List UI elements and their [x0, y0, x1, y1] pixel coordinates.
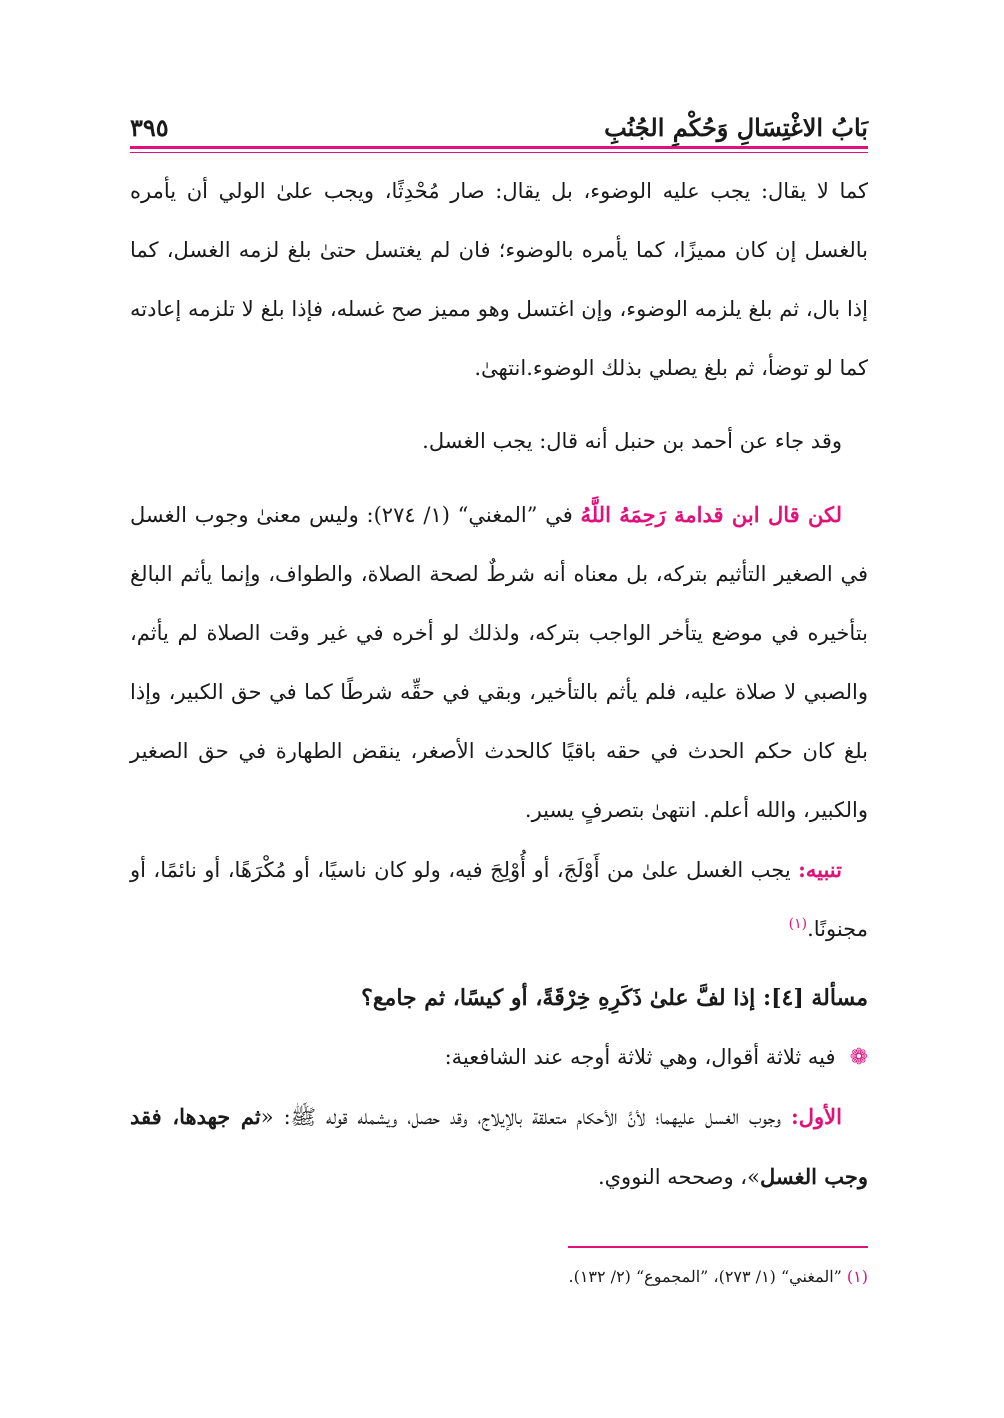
first-opinion-label: الأول:	[791, 1104, 842, 1129]
hadith-quote: ثم جهدها، فقد وجب الغسل	[130, 1104, 868, 1189]
paragraph-3-text: في ”المغني“ (١/ ٢٧٤): وليس معنىٰ وجوب الغسل في الصغير التأثيم بتركه، بل معناه أنه شرطٌ لصحة الصلاة، والطواف، وإنما يأثم البالغ بتأخيره في موضع يتأخر الواجب بتركه، ولذلك لو أخره في غير وقت الصلاة لم يأثم، والصبي لا صلاة عليه، فلم يأثم بالتأخير، وبقي في حقِّه شرطًا كما في حق الكبير، وإذا بلغ كان حكم الحدث في حقه باقيًا كالحدث الأصغر، ينقض الطهارة في حق الصغير والكبير، والله أعلم. انتهىٰ بتصرفٍ يسير.	[130, 503, 868, 822]
paragraph-1: كما لا يقال: يجب عليه الوضوء، بل يقال: صار مُحْدِثًا، ويجب علىٰ الولي أن يأمره بالغسل إن كان مميزًا، كما يأمره بالوضوء؛ فان لم يغتسل حتىٰ بلغ لزمه الغسل، كما إذا بال، ثم بلغ يلزمه الوضوء، وإن اغتسل وهو مميز صح غسله، فإذا بلغ لا تلزمه إعادته كما لو توضأ، ثم بلغ يصلي بذلك الوضوء.انتهىٰ.	[130, 179, 868, 380]
masala-heading: مسألة [٤]: إذا لفَّ علىٰ ذَكَرِهِ خِرْقَةً، أو كيسًا، ثم جامع؟	[361, 985, 868, 1011]
footnote	[130, 1262, 868, 1292]
paragraph-5	[130, 1028, 868, 1087]
footnote-number: (١)	[846, 1267, 868, 1286]
highlight-lead: لكن قال ابن قدامة رَحِمَهُ اللَّهُ	[580, 502, 842, 527]
paragraph-4-text: يجب الغسل علىٰ من أَوْلَجَ، أو أُوْلِجَ فيه، ولو كان ناسيًا، أو مُكْرَهًا، أو نائمًا، أو مجنونًا.	[130, 858, 868, 941]
page-number: ٣٩٥	[130, 113, 169, 142]
footnote-ref[interactable]: (١)	[788, 916, 808, 932]
paragraph-2: وقد جاء عن أحمد بن حنبل أنه قال: يجب الغسل.	[422, 429, 842, 453]
footnote-rule	[568, 1246, 868, 1248]
header-rule-thin	[130, 152, 868, 153]
page-header	[130, 102, 868, 142]
chapter-title: بَابُ الاغْتِسَالِ وَحُكْمِ الجُنُبِ	[604, 113, 868, 142]
paragraph-3	[130, 485, 868, 840]
paragraph-5-text: فيه ثلاثة أقوال، وهي ثلاثة أوجه عند الشافعية:	[444, 1045, 836, 1069]
tanbih-label: تنبيه:	[798, 857, 842, 882]
paragraph-6	[130, 1087, 868, 1207]
paragraph-6-text: وجوب الغسل عليهما؛ لأنَّ الأحكام متعلقة بالإيلاج، وقد حصل، ويشمله قوله ﷺ: «	[260, 1105, 792, 1129]
header-rule	[130, 146, 868, 149]
flower-ornament-icon: ❁	[849, 1045, 868, 1070]
main-text	[130, 162, 868, 1207]
paragraph-6-end: »، وصححه النووي.	[597, 1165, 760, 1189]
footnote-text: ”المغني“ (١/ ٢٧٣)، ”المجموع“ (٢/ ١٣٢).	[568, 1267, 847, 1286]
paragraph-4	[130, 840, 868, 959]
